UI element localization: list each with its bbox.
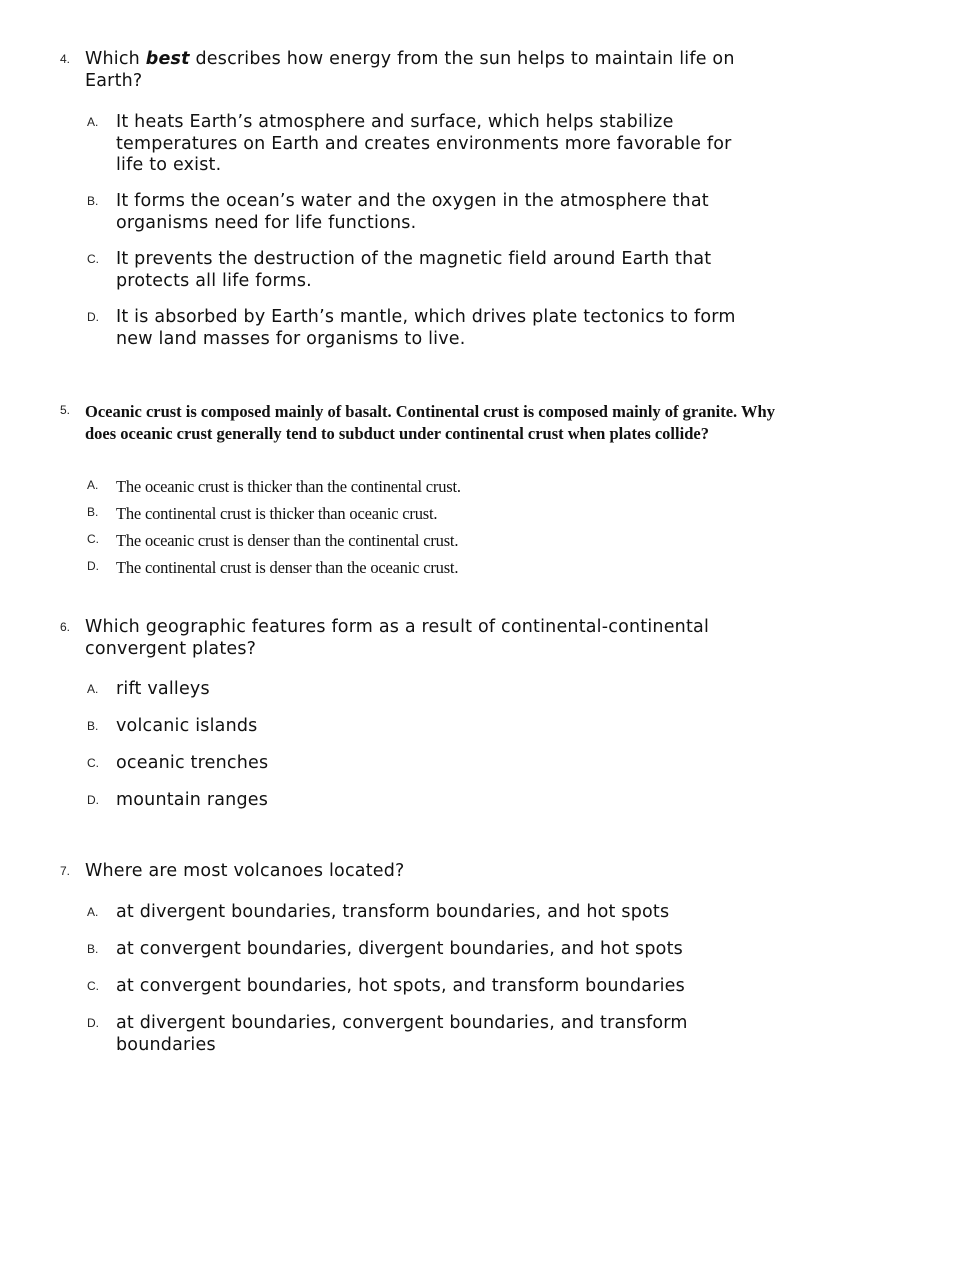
choice-letter: A. [87, 905, 99, 919]
stem-emphasis: best [145, 49, 190, 69]
choice-text: It forms the ocean’s water and the oxygen in the atmosphere that organisms need for life functions. [116, 191, 709, 233]
choice-letter: B. [87, 719, 99, 733]
choice-text: The oceanic crust is thicker than the continental crust. [116, 477, 461, 496]
choice-letter: A. [87, 478, 99, 492]
choice-text: The continental crust is denser than the oceanic crust. [116, 558, 459, 577]
choice-letter: C. [87, 252, 99, 266]
question-number: 7. [60, 864, 71, 878]
choice-letter: C. [87, 979, 99, 993]
choice-letter: D. [87, 559, 99, 573]
choice-text: at divergent boundaries, convergent boundaries, and transform boundaries [116, 1013, 688, 1055]
question-number: 4. [60, 52, 71, 66]
choice-letter: D. [87, 793, 99, 807]
choice-letter: C. [87, 756, 99, 770]
question-stem: Which best describes how energy from the sun helps to maintain life on Earth? [85, 49, 735, 91]
question-number: 5. [60, 403, 71, 417]
choice-letter: A. [87, 682, 99, 696]
choice-text: The oceanic crust is denser than the continental crust. [116, 531, 459, 550]
choice-text: at convergent boundaries, hot spots, and transform boundaries [116, 976, 685, 996]
choice-text: at divergent boundaries, transform boundaries, and hot spots [116, 902, 670, 922]
choice-text: oceanic trenches [116, 753, 269, 773]
question-stem: Which geographic features form as a result of continental-continental convergent plates? [85, 617, 710, 659]
choice-letter: A. [87, 115, 99, 129]
choice-text: mountain ranges [116, 790, 269, 810]
choice-text: The continental crust is thicker than oceanic crust. [116, 504, 438, 523]
choice-letter: D. [87, 1016, 99, 1030]
choice-letter: D. [87, 310, 99, 324]
choice-text: rift valleys [116, 679, 210, 699]
choice-text: It prevents the destruction of the magnetic field around Earth that protects all life forms. [116, 249, 712, 291]
question-stem: Oceanic crust is composed mainly of basalt. Continental crust is composed mainly of granite. Why does oceanic crust generally tend to subduct under continental crust when plates collide? [85, 402, 775, 443]
choice-text: It heats Earth’s atmosphere and surface, which helps stabilize temperatures on Earth and creates environments more favorable for life to exist. [116, 112, 732, 175]
choice-text: It is absorbed by Earth’s mantle, which drives plate tectonics to form new land masses for organisms to live. [116, 307, 736, 349]
choice-text: volcanic islands [116, 716, 258, 736]
question-number: 6. [60, 620, 71, 634]
question-stem: Where are most volcanoes located? [85, 861, 405, 881]
choice-text: at convergent boundaries, divergent boundaries, and hot spots [116, 939, 683, 959]
choice-letter: B. [87, 942, 99, 956]
choice-letter: C. [87, 532, 99, 546]
choice-letter: B. [87, 505, 99, 519]
choice-letter: B. [87, 194, 99, 208]
